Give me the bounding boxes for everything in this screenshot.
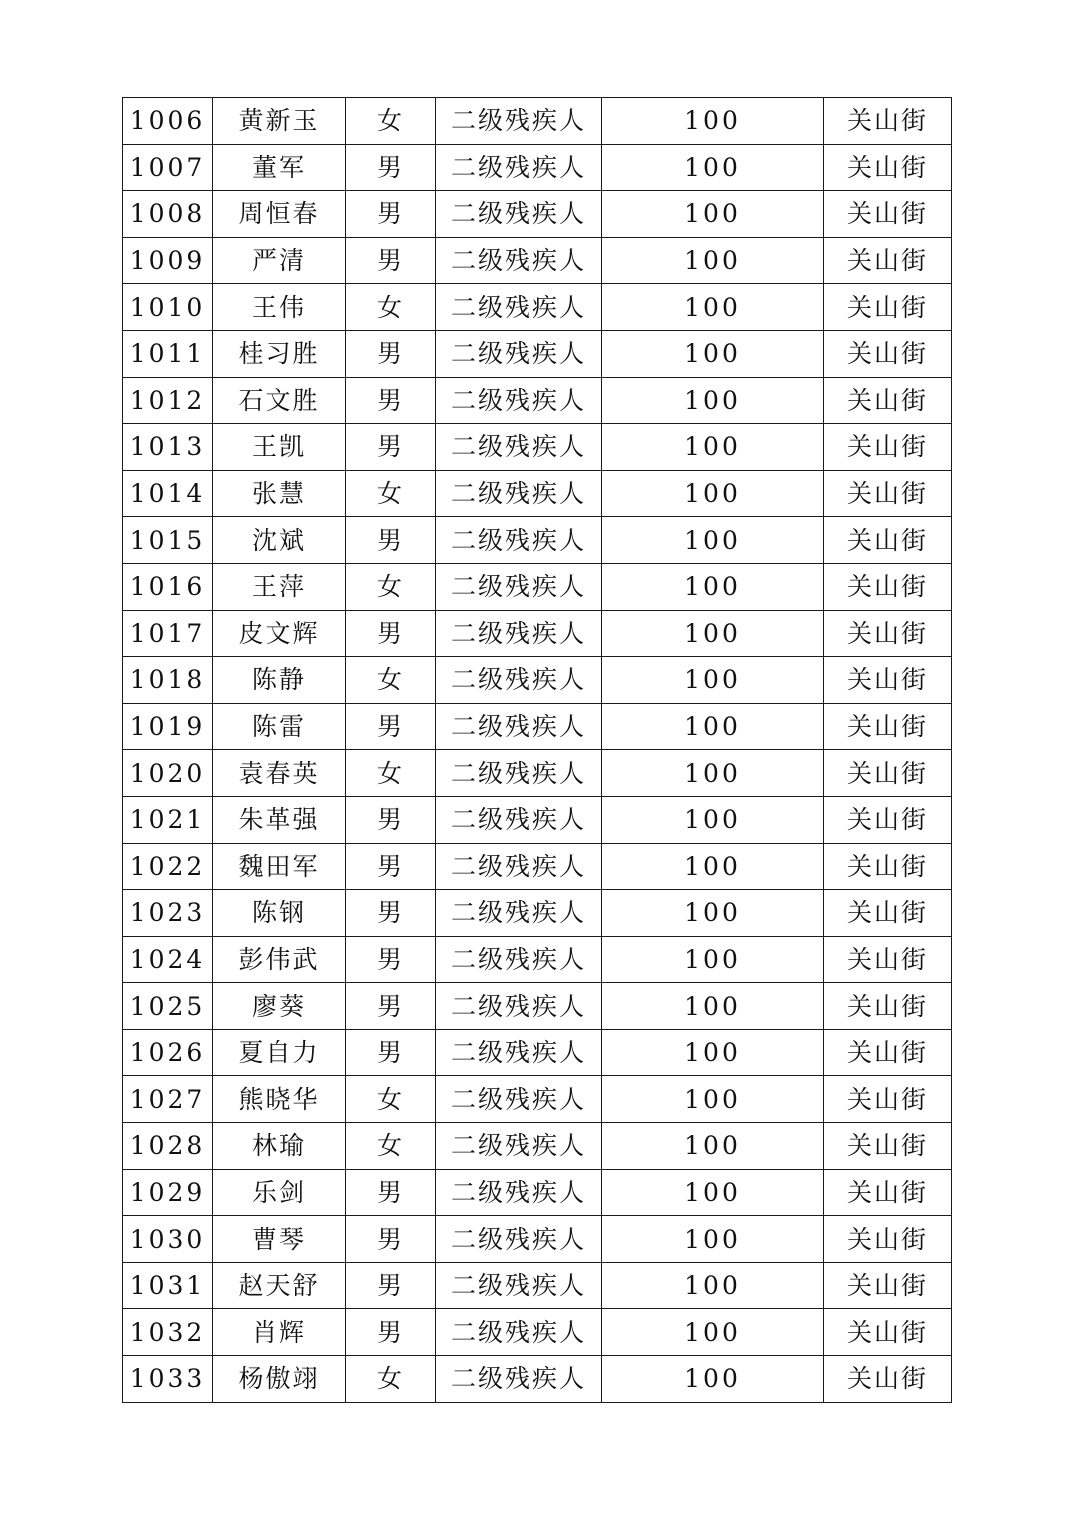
name-cell: 熊晓华 — [213, 1076, 346, 1123]
name-cell: 乐剑 — [213, 1169, 346, 1216]
table-row — [123, 191, 952, 238]
street-cell: 关山街 — [824, 1076, 952, 1123]
table-row — [123, 1076, 952, 1123]
amount-cell: 100 — [602, 890, 824, 937]
id-cell: 1014 — [123, 470, 213, 517]
gender-cell: 女 — [346, 1123, 436, 1170]
id-cell: 1024 — [123, 936, 213, 983]
amount-cell: 100 — [602, 330, 824, 377]
gender-cell: 男 — [346, 191, 436, 238]
category-cell: 二级残疾人 — [436, 1309, 602, 1356]
name-cell: 杨傲翊 — [213, 1356, 346, 1403]
gender-cell: 女 — [346, 563, 436, 610]
category-cell: 二级残疾人 — [436, 517, 602, 564]
street-cell: 关山街 — [824, 843, 952, 890]
street-cell: 关山街 — [824, 1262, 952, 1309]
category-cell: 二级残疾人 — [436, 377, 602, 424]
gender-cell: 男 — [346, 237, 436, 284]
name-cell: 林瑜 — [213, 1123, 346, 1170]
gender-cell: 男 — [346, 796, 436, 843]
name-cell: 廖葵 — [213, 983, 346, 1030]
category-cell: 二级残疾人 — [436, 1216, 602, 1263]
table-row — [123, 610, 952, 657]
gender-cell: 女 — [346, 284, 436, 331]
amount-cell: 100 — [602, 657, 824, 704]
category-cell: 二级残疾人 — [436, 1123, 602, 1170]
amount-cell: 100 — [602, 796, 824, 843]
category-cell: 二级残疾人 — [436, 657, 602, 704]
gender-cell: 男 — [346, 377, 436, 424]
table-row — [123, 517, 952, 564]
id-cell: 1028 — [123, 1123, 213, 1170]
street-cell: 关山街 — [824, 377, 952, 424]
gender-cell: 男 — [346, 1262, 436, 1309]
street-cell: 关山街 — [824, 890, 952, 937]
gender-cell: 男 — [346, 703, 436, 750]
gender-cell: 女 — [346, 1356, 436, 1403]
table-row — [123, 703, 952, 750]
street-cell: 关山街 — [824, 470, 952, 517]
id-cell: 1012 — [123, 377, 213, 424]
table-row — [123, 983, 952, 1030]
amount-cell: 100 — [602, 284, 824, 331]
street-cell: 关山街 — [824, 1029, 952, 1076]
amount-cell: 100 — [602, 377, 824, 424]
gender-cell: 男 — [346, 843, 436, 890]
gender-cell: 男 — [346, 330, 436, 377]
amount-cell: 100 — [602, 1123, 824, 1170]
id-cell: 1027 — [123, 1076, 213, 1123]
amount-cell: 100 — [602, 98, 824, 145]
street-cell: 关山街 — [824, 1169, 952, 1216]
street-cell: 关山街 — [824, 1356, 952, 1403]
name-cell: 彭伟武 — [213, 936, 346, 983]
street-cell: 关山街 — [824, 563, 952, 610]
table-row — [123, 796, 952, 843]
street-cell: 关山街 — [824, 1309, 952, 1356]
table-row — [123, 1216, 952, 1263]
name-cell: 皮文辉 — [213, 610, 346, 657]
amount-cell: 100 — [602, 1029, 824, 1076]
category-cell: 二级残疾人 — [436, 1029, 602, 1076]
table-row — [123, 890, 952, 937]
amount-cell: 100 — [602, 1076, 824, 1123]
id-cell: 1020 — [123, 750, 213, 797]
table-row — [123, 1356, 952, 1403]
amount-cell: 100 — [602, 517, 824, 564]
name-cell: 周恒春 — [213, 191, 346, 238]
table-row — [123, 424, 952, 471]
table-row — [123, 284, 952, 331]
gender-cell: 女 — [346, 750, 436, 797]
gender-cell: 男 — [346, 890, 436, 937]
id-cell: 1021 — [123, 796, 213, 843]
name-cell: 魏田军 — [213, 843, 346, 890]
table-row — [123, 98, 952, 145]
amount-cell: 100 — [602, 1216, 824, 1263]
id-cell: 1011 — [123, 330, 213, 377]
amount-cell: 100 — [602, 563, 824, 610]
id-cell: 1018 — [123, 657, 213, 704]
amount-cell: 100 — [602, 750, 824, 797]
gender-cell: 男 — [346, 424, 436, 471]
gender-cell: 女 — [346, 98, 436, 145]
id-cell: 1025 — [123, 983, 213, 1030]
id-cell: 1009 — [123, 237, 213, 284]
name-cell: 曹琴 — [213, 1216, 346, 1263]
street-cell: 关山街 — [824, 98, 952, 145]
table-row — [123, 144, 952, 191]
name-cell: 陈静 — [213, 657, 346, 704]
name-cell: 夏自力 — [213, 1029, 346, 1076]
gender-cell: 女 — [346, 657, 436, 704]
gender-cell: 男 — [346, 610, 436, 657]
street-cell: 关山街 — [824, 284, 952, 331]
id-cell: 1031 — [123, 1262, 213, 1309]
street-cell: 关山街 — [824, 750, 952, 797]
table-row — [123, 1123, 952, 1170]
table-row — [123, 563, 952, 610]
name-cell: 王凯 — [213, 424, 346, 471]
roster-table — [122, 97, 952, 1403]
street-cell: 关山街 — [824, 796, 952, 843]
table-row — [123, 1262, 952, 1309]
category-cell: 二级残疾人 — [436, 424, 602, 471]
category-cell: 二级残疾人 — [436, 1076, 602, 1123]
table-row — [123, 1169, 952, 1216]
category-cell: 二级残疾人 — [436, 750, 602, 797]
table-row — [123, 936, 952, 983]
street-cell: 关山街 — [824, 330, 952, 377]
id-cell: 1017 — [123, 610, 213, 657]
gender-cell: 男 — [346, 1309, 436, 1356]
table-row — [123, 470, 952, 517]
amount-cell: 100 — [602, 1169, 824, 1216]
category-cell: 二级残疾人 — [436, 1169, 602, 1216]
street-cell: 关山街 — [824, 703, 952, 750]
id-cell: 1006 — [123, 98, 213, 145]
name-cell: 张慧 — [213, 470, 346, 517]
street-cell: 关山街 — [824, 237, 952, 284]
id-cell: 1026 — [123, 1029, 213, 1076]
name-cell: 桂习胜 — [213, 330, 346, 377]
table-row — [123, 237, 952, 284]
category-cell: 二级残疾人 — [436, 796, 602, 843]
name-cell: 陈雷 — [213, 703, 346, 750]
gender-cell: 男 — [346, 983, 436, 1030]
amount-cell: 100 — [602, 703, 824, 750]
category-cell: 二级残疾人 — [436, 610, 602, 657]
name-cell: 董军 — [213, 144, 346, 191]
category-cell: 二级残疾人 — [436, 144, 602, 191]
table-row — [123, 1309, 952, 1356]
gender-cell: 男 — [346, 144, 436, 191]
gender-cell: 男 — [346, 936, 436, 983]
category-cell: 二级残疾人 — [436, 703, 602, 750]
category-cell: 二级残疾人 — [436, 1356, 602, 1403]
name-cell: 朱革强 — [213, 796, 346, 843]
id-cell: 1007 — [123, 144, 213, 191]
street-cell: 关山街 — [824, 424, 952, 471]
table-row — [123, 750, 952, 797]
category-cell: 二级残疾人 — [436, 983, 602, 1030]
id-cell: 1015 — [123, 517, 213, 564]
name-cell: 王萍 — [213, 563, 346, 610]
name-cell: 赵天舒 — [213, 1262, 346, 1309]
gender-cell: 女 — [346, 1076, 436, 1123]
name-cell: 石文胜 — [213, 377, 346, 424]
table-body — [123, 98, 952, 1403]
amount-cell: 100 — [602, 237, 824, 284]
id-cell: 1030 — [123, 1216, 213, 1263]
gender-cell: 男 — [346, 1029, 436, 1076]
category-cell: 二级残疾人 — [436, 1262, 602, 1309]
table-row — [123, 843, 952, 890]
id-cell: 1022 — [123, 843, 213, 890]
id-cell: 1016 — [123, 563, 213, 610]
category-cell: 二级残疾人 — [436, 191, 602, 238]
amount-cell: 100 — [602, 843, 824, 890]
table-row — [123, 1029, 952, 1076]
amount-cell: 100 — [602, 983, 824, 1030]
amount-cell: 100 — [602, 144, 824, 191]
amount-cell: 100 — [602, 610, 824, 657]
gender-cell: 女 — [346, 470, 436, 517]
id-cell: 1013 — [123, 424, 213, 471]
amount-cell: 100 — [602, 1262, 824, 1309]
table-row — [123, 377, 952, 424]
amount-cell: 100 — [602, 1309, 824, 1356]
name-cell: 袁春英 — [213, 750, 346, 797]
category-cell: 二级残疾人 — [436, 330, 602, 377]
amount-cell: 100 — [602, 936, 824, 983]
id-cell: 1033 — [123, 1356, 213, 1403]
id-cell: 1019 — [123, 703, 213, 750]
id-cell: 1032 — [123, 1309, 213, 1356]
category-cell: 二级残疾人 — [436, 843, 602, 890]
gender-cell: 男 — [346, 1169, 436, 1216]
street-cell: 关山街 — [824, 657, 952, 704]
name-cell: 王伟 — [213, 284, 346, 331]
id-cell: 1023 — [123, 890, 213, 937]
street-cell: 关山街 — [824, 936, 952, 983]
amount-cell: 100 — [602, 1356, 824, 1403]
amount-cell: 100 — [602, 470, 824, 517]
street-cell: 关山街 — [824, 1216, 952, 1263]
id-cell: 1008 — [123, 191, 213, 238]
category-cell: 二级残疾人 — [436, 563, 602, 610]
category-cell: 二级残疾人 — [436, 237, 602, 284]
name-cell: 陈钢 — [213, 890, 346, 937]
amount-cell: 100 — [602, 191, 824, 238]
street-cell: 关山街 — [824, 517, 952, 564]
category-cell: 二级残疾人 — [436, 98, 602, 145]
name-cell: 肖辉 — [213, 1309, 346, 1356]
gender-cell: 男 — [346, 1216, 436, 1263]
category-cell: 二级残疾人 — [436, 470, 602, 517]
street-cell: 关山街 — [824, 610, 952, 657]
table-row — [123, 330, 952, 377]
name-cell: 黄新玉 — [213, 98, 346, 145]
amount-cell: 100 — [602, 424, 824, 471]
table-row — [123, 657, 952, 704]
street-cell: 关山街 — [824, 144, 952, 191]
id-cell: 1010 — [123, 284, 213, 331]
category-cell: 二级残疾人 — [436, 890, 602, 937]
gender-cell: 男 — [346, 517, 436, 564]
name-cell: 沈斌 — [213, 517, 346, 564]
street-cell: 关山街 — [824, 983, 952, 1030]
category-cell: 二级残疾人 — [436, 284, 602, 331]
name-cell: 严清 — [213, 237, 346, 284]
street-cell: 关山街 — [824, 191, 952, 238]
street-cell: 关山街 — [824, 1123, 952, 1170]
id-cell: 1029 — [123, 1169, 213, 1216]
category-cell: 二级残疾人 — [436, 936, 602, 983]
